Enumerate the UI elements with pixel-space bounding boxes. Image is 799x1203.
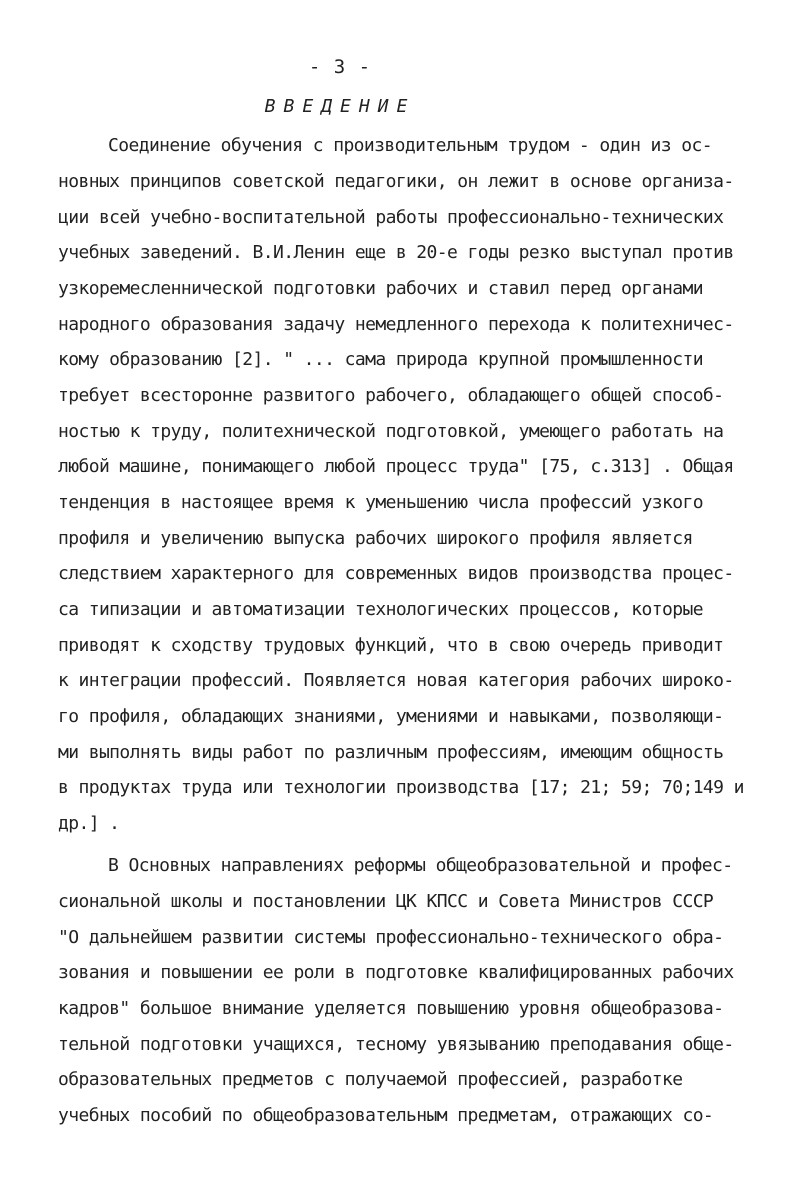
text-line: ми выполнять виды работ по различным профессиям, имеющим общность (58, 742, 724, 763)
text-line: к интеграции профессий. Появляется новая категория рабочих широко- (58, 670, 734, 691)
text-line: требует всесторонне развитого рабочего, обладающего общей способ- (58, 385, 724, 406)
text-line: кадров" большое внимание уделяется повышению уровня общеобразова- (58, 998, 724, 1019)
text-line: учебных пособий по общеобразовательным предметам, отражающих со- (58, 1105, 714, 1126)
text-line: Соединение обучения с производительным трудом - один из ос- (108, 135, 712, 156)
text-line: сиональной школы и постановлении ЦК КПСС и Совета Министров СССР (58, 891, 714, 912)
text-line: го профиля, обладающих знаниями, умениями и навыками, позволяющи- (58, 706, 724, 727)
text-line: в продуктах труда или технологии производства [17; 21; 59; 70;149 и (58, 777, 744, 798)
text-line: народного образования задачу немедленного перехода к политехничес- (58, 314, 734, 335)
text-line: образовательных предметов с получаемой профессией, разработке (58, 1069, 683, 1090)
text-line: учебных заведений. В.И.Ленин еще в 20-е годы резко выступал против (58, 242, 734, 263)
text-line: тенденция в настоящее время к уменьшению числа профессий узкого (58, 492, 703, 513)
text-line: В Основных направлениях реформы общеобразовательной и профес- (108, 855, 733, 876)
text-line: узкоремесленнической подготовки рабочих и ставил перед органами (58, 278, 703, 299)
text-line: профиля и увеличению выпуска рабочих широкого профиля является (58, 528, 693, 549)
text-line: зования и повышении ее роли в подготовке квалифицированных рабочих (58, 962, 734, 983)
text-line: любой машине, понимающего любой процесс труда" [75, с.313] . Общая (58, 456, 734, 477)
text-line: приводят к сходству трудовых функций, что в свою очередь приводит (58, 635, 724, 656)
section-heading: ВВЕДЕНИЕ (264, 96, 416, 117)
text-line: тельной подготовки учащихся, тесному увязыванию преподавания обще- (58, 1034, 734, 1055)
text-line: "О дальнейшем развитии системы профессионально-технического обра- (58, 927, 724, 948)
text-line: следствием характерного для современных видов производства процес- (58, 563, 734, 584)
text-line: новных принципов советской педагогики, он лежит в основе организа- (58, 171, 734, 192)
text-line: ностью к труду, политехнической подготовкой, умеющего работать на (58, 421, 724, 442)
text-line: кому образованию [2]. " ... сама природа крупной промышленности (58, 349, 703, 370)
text-line: ции всей учебно-воспитательной работы профессионально-технических (58, 207, 724, 228)
text-line: са типизации и автоматизации технологических процессов, которые (58, 599, 703, 620)
page-number: - 3 - (308, 56, 372, 78)
text-line: др.] . (58, 813, 120, 834)
